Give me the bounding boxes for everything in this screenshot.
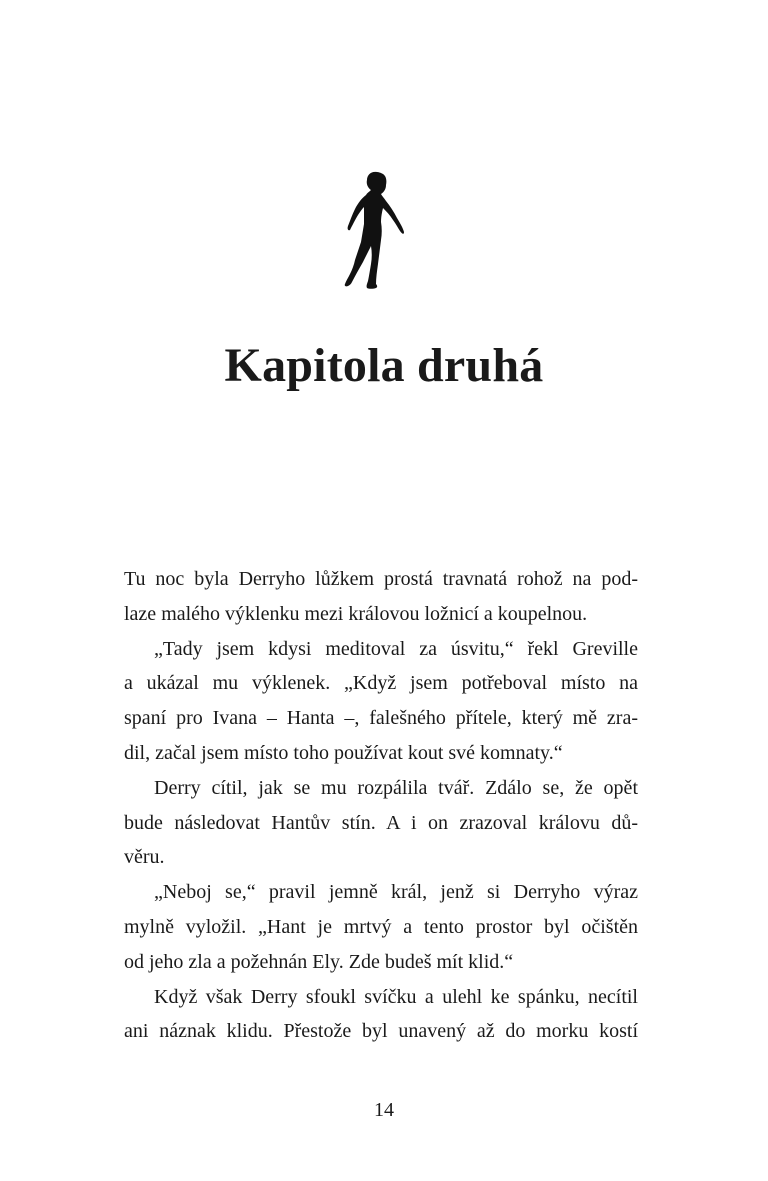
body-text	[124, 562, 638, 1049]
text-line: „Neboj se,“ pravil jemně král, jenž si Derryho výraz	[154, 881, 638, 904]
text-line: Když však Derry sfoukl svíčku a ulehl ke spánku, necítil	[154, 985, 638, 1008]
text-line: „Tady jsem kdysi meditoval za úsvitu,“ řekl Greville	[154, 637, 638, 660]
text-line: laze malého výklenku mezi královou ložnicí a koupelnou.	[124, 602, 588, 625]
text-line: spaní pro Ivana – Hanta –, falešného přítele, který mě zra-	[124, 707, 638, 730]
text-line: Derry cítil, jak se mu rozpálila tvář. Zdálo se, že opět	[154, 776, 638, 799]
boy-silhouette-icon	[340, 168, 410, 298]
text-line: mylně vyložil. „Hant je mrtvý a tento prostor byl očištěn	[124, 915, 638, 938]
text-line: dil, začal jsem místo toho používat kout své komnaty.“	[124, 741, 563, 764]
chapter-title: Kapitola druhá	[224, 339, 544, 392]
text-line: ani náznak klidu. Přestože byl unavený až do morku kostí	[124, 1020, 638, 1043]
text-line: bude následovat Hantův stín. A i on zrazoval královu dů-	[124, 811, 638, 834]
text-line: a ukázal mu výklenek. „Když jsem potřeboval místo na	[124, 672, 638, 695]
text-line: věru.	[124, 846, 165, 869]
page-number: 14	[374, 1099, 394, 1121]
text-line: od jeho zla a požehnán Ely. Zde budeš mít klid.“	[124, 950, 514, 973]
text-line: Tu noc byla Derryho lůžkem prostá travnatá rohož na pod-	[124, 568, 638, 590]
